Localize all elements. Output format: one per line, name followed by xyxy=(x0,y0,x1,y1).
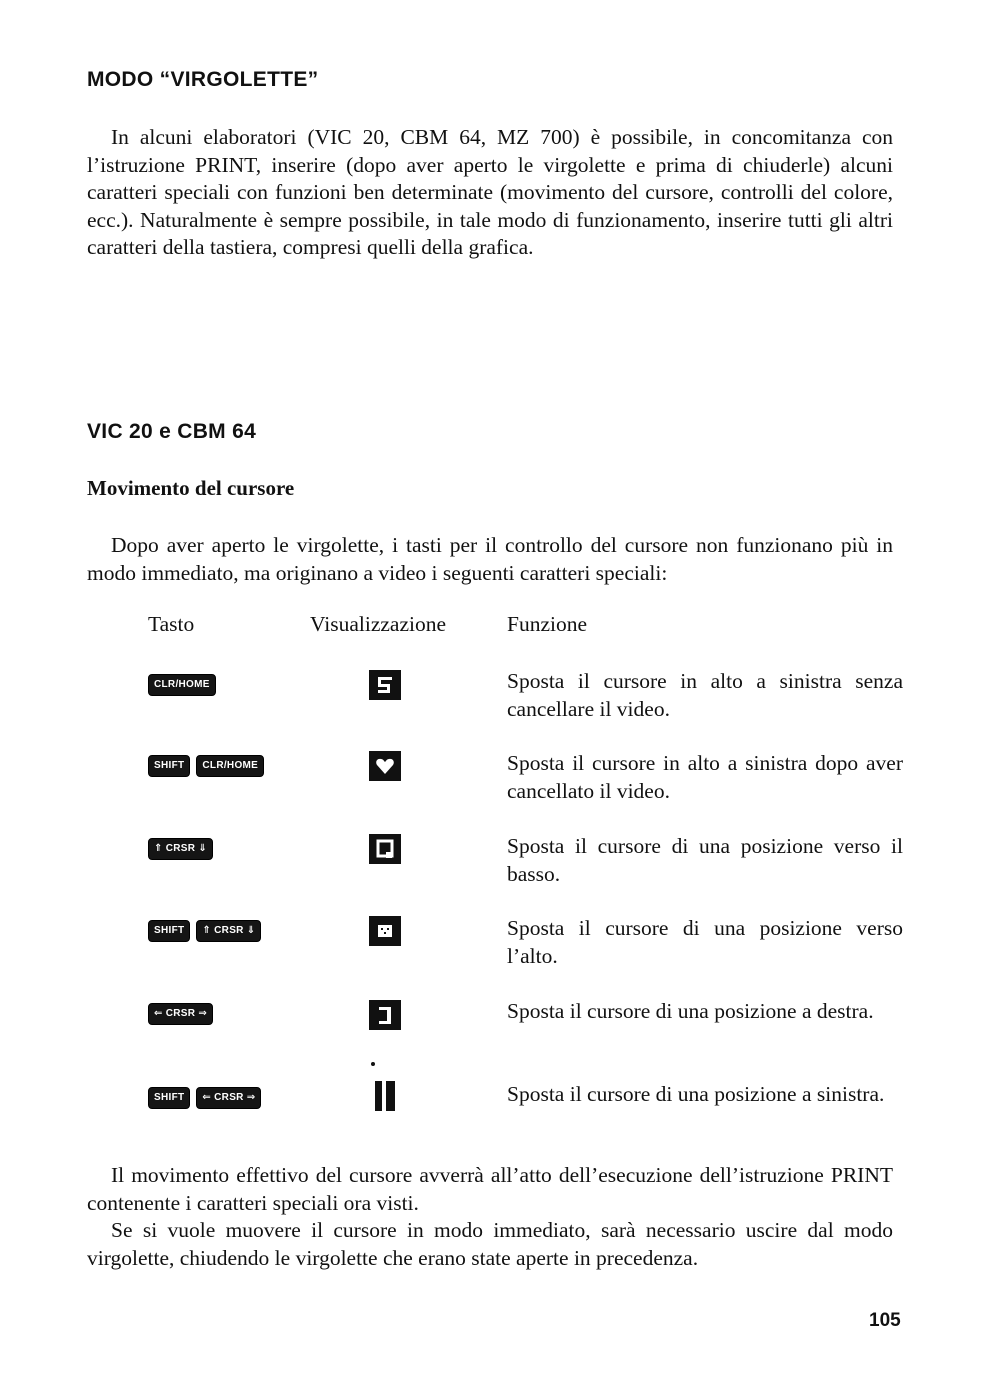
key-combo-row-6 xyxy=(148,1087,261,1109)
function-text-row-3: Sposta il cursore di una posizione verso il basso. xyxy=(507,834,903,886)
key-combo-row-2 xyxy=(148,755,264,777)
crsr-up-down-key: ⇑ CRSR ⇓ xyxy=(196,920,261,942)
shift-key: SHIFT xyxy=(148,755,190,777)
home-glyph-icon xyxy=(369,670,401,700)
key-combo-row-5 xyxy=(148,1003,213,1025)
clr-home-key: CLR/HOME xyxy=(196,755,264,777)
page-number: 105 xyxy=(869,1310,901,1331)
crsr-left-right-key: ⇐ CRSR ⇒ xyxy=(148,1003,213,1025)
quote-mode-paragraph: In alcuni elaboratori (VIC 20, CBM 64, MZ 700) è possibile, in concomitanza con l’istruzione PRINT, inserire (dopo aver aperto le virgolette e prima di chiuderle) alcuni caratteri speciali con funzioni ben determinate (movimento del cursore, controlli del colore, ecc.). Naturalmente è sempre possibile, in tale modo di funzionamento, inserire tutti gli altri caratteri della tastiera, compresi quelli della grafica. xyxy=(87,125,893,259)
cursor-up-glyph-icon xyxy=(369,916,401,946)
cursor-left-glyph-icon xyxy=(369,1081,401,1111)
column-header-display: Visualizzazione xyxy=(310,612,447,636)
cursor-right-glyph-icon xyxy=(369,1000,401,1030)
column-header-key: Tasto xyxy=(148,612,195,636)
outro-paragraph-2: Se si vuole muovere il cursore in modo immediato, sarà necessario uscire dal modo virgolette, chiudendo le virgolette che erano state aperte in precedenza. xyxy=(87,1218,893,1270)
key-combo-row-1 xyxy=(148,674,216,696)
function-text-row-5: Sposta il cursore di una posizione a destra. xyxy=(507,999,874,1023)
function-text-row-4: Sposta il cursore di una posizione verso l’alto. xyxy=(507,916,903,968)
section-heading-quote-mode: MODO “VIRGOLETTE” xyxy=(87,68,319,91)
intro-paragraph: Dopo aver aperto le virgolette, i tasti per il controllo del cursore non funzionano più in modo immediato, ma originano a video i seguenti caratteri speciali: xyxy=(87,533,893,585)
function-text-row-1: Sposta il cursore in alto a sinistra senza cancellare il video. xyxy=(507,669,903,721)
shift-key: SHIFT xyxy=(148,1087,190,1109)
crsr-left-right-key: ⇐ CRSR ⇒ xyxy=(196,1087,261,1109)
clr-home-key: CLR/HOME xyxy=(148,674,216,696)
shift-key: SHIFT xyxy=(148,920,190,942)
function-text-row-2: Sposta il cursore in alto a sinistra dopo aver cancellato il video. xyxy=(507,751,903,803)
key-combo-row-3 xyxy=(148,838,213,860)
function-text-row-6: Sposta il cursore di una posizione a sinistra. xyxy=(507,1082,885,1106)
section-heading-vic-cbm: VIC 20 e CBM 64 xyxy=(87,420,257,443)
cursor-down-glyph-icon xyxy=(369,834,401,864)
column-header-function: Funzione xyxy=(507,612,588,636)
outro-paragraph-1: Il movimento effettivo del cursore avverrà all’atto dell’esecuzione dell’istruzione PRINT contenente i caratteri speciali ora visti. xyxy=(87,1163,893,1215)
stray-dot xyxy=(371,1062,375,1066)
subheading-cursor-movement: Movimento del cursore xyxy=(87,476,295,500)
heart-glyph-icon xyxy=(369,751,401,781)
key-combo-row-4 xyxy=(148,920,261,942)
crsr-up-down-key: ⇑ CRSR ⇓ xyxy=(148,838,213,860)
